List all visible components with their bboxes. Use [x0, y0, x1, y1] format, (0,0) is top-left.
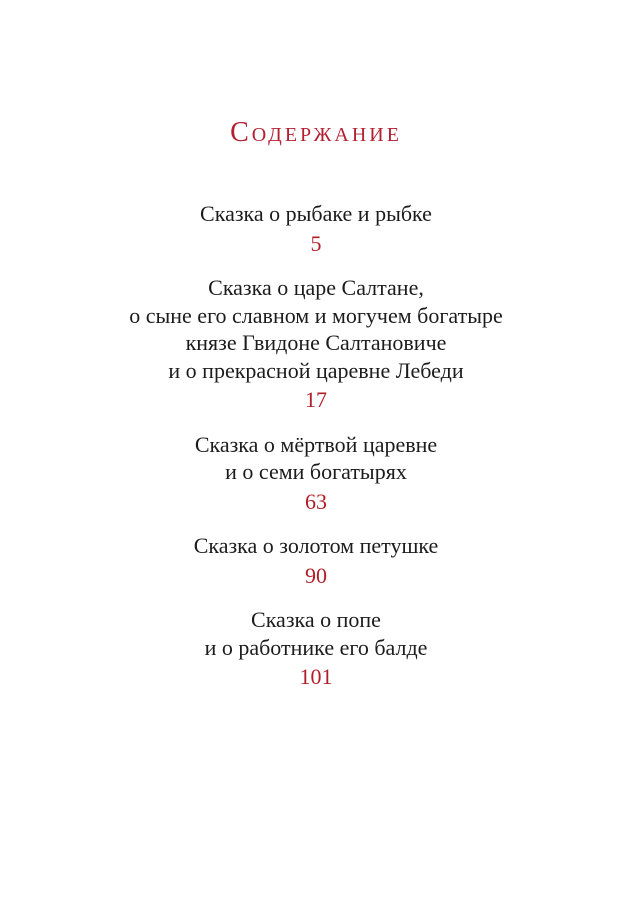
toc-entries: [0, 200, 632, 691]
entry-title-line: Сказка о попе: [251, 607, 381, 632]
entry-title-line: Сказка о мёртвой царевне: [194, 431, 438, 457]
entry-page-number: 101: [299, 664, 333, 689]
entry-title-line: Сказка о рыбаке и рыбке: [200, 201, 432, 226]
toc-entry: [36, 431, 596, 516]
entry-title: [36, 274, 596, 384]
entry-title: [36, 431, 596, 486]
entry-title-line: о сыне его славном и могучем богатыре: [129, 302, 503, 328]
entry-title-line: Сказка о царе Салтане,: [208, 275, 424, 300]
entry-title-line: и о семи богатырях: [225, 459, 407, 484]
entry-page-number: 63: [305, 488, 327, 514]
toc-entry: [36, 606, 596, 691]
toc-entry: [36, 200, 596, 257]
entry-title-line: князе Гвидоне Салтановиче: [185, 330, 447, 355]
toc-entry: [36, 274, 596, 414]
entry-page-number: 5: [310, 230, 322, 256]
page-title: Содержание: [230, 117, 402, 148]
toc-entry: [36, 532, 596, 589]
entry-page-number: 17: [305, 387, 327, 412]
entry-title: [36, 200, 596, 228]
entry-title-line: Сказка о золотом петушке: [193, 533, 439, 558]
entry-title: [36, 606, 596, 661]
entry-title-line: и о работнике его балде: [204, 634, 428, 660]
entry-page-number: 90: [305, 562, 327, 588]
entry-title: [36, 532, 596, 560]
entry-title-line: и о прекрасной царевне Лебеди: [168, 357, 464, 383]
